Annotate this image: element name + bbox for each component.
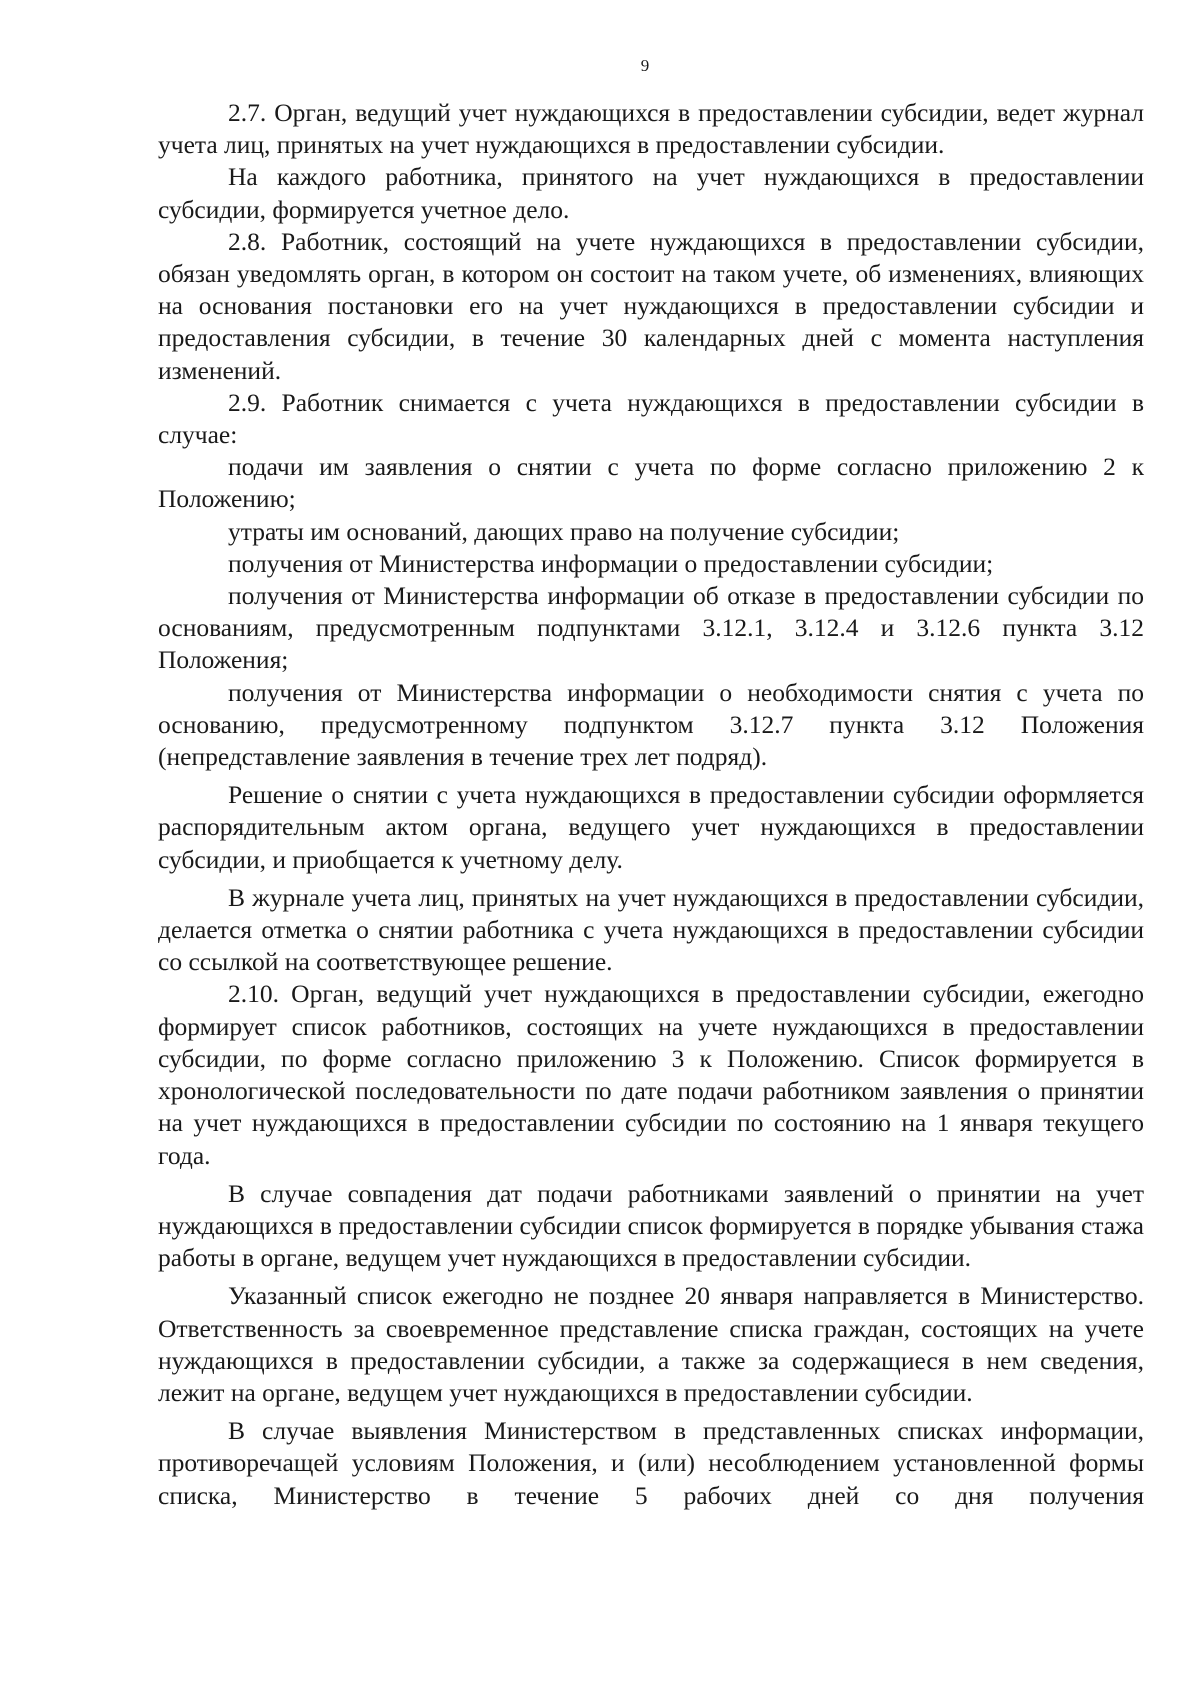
list-item-subsidy-refused: получения от Министерства информации об отказе в предоставлении субсидии по основаниям, предусмотренным подпунктами 3.12.1, 3.12.4 и 3.12.6 пункта 3.12 Положения; (158, 581, 1144, 675)
paragraph-same-dates: В случае совпадения дат подачи работниками заявлений о принятии на учет нуждающихся в предоставлении субсидии список формируется в порядке убывания стажа работы в органе, ведущем учет нуждающихся в предоставлении субсидии. (158, 1178, 1144, 1273)
list-item-application: подачи им заявления о снятии с учета по форме согласно приложению 2 к Положению; (158, 452, 1144, 514)
paragraph-removal-decision: Решение о снятии с учета нуждающихся в предоставлении субсидии оформляется распорядительным актом органа, ведущего учет нуждающихся в предоставлении субсидии, и приобщается к учетному делу. (158, 780, 1144, 874)
paragraph-list-submission: Указанный список ежегодно не позднее 20 января направляется в Министерство. Ответственность за своевременное представление списка граждан, состоящих на учете нуждающихся в предоставлении субсидии, а также за содержащиеся в нем сведения, лежит на органе, ведущем учет нуждающихся в предоставлении субсидии. (158, 1281, 1144, 1407)
paragraph-journal-mark: В журнале учета лиц, принятых на учет нуждающихся в предоставлении субсидии, делается отметка о снятии работника с учета нуждающихся в предоставлении субсидии со ссылкой на соответствующее решение. (158, 882, 1144, 977)
paragraph-2-9: 2.9. Работник снимается с учета нуждающихся в предоставлении субсидии в случае: (158, 387, 1144, 450)
list-item-loss-of-grounds: утраты им оснований, дающих право на получение субсидии; (228, 516, 900, 546)
page-number: 9 (640, 56, 650, 75)
list-item-subsidy-granted: получения от Министерства информации о предоставлении субсидии; (228, 548, 994, 578)
paragraph-account-file: На каждого работника, принятого на учет нуждающихся в предоставлении субсидии, формируется учетное дело. (158, 162, 1144, 224)
paragraph-2-10: 2.10. Орган, ведущий учет нуждающихся в предоставлении субсидии, ежегодно формирует список работников, состоящих на учете нуждающихся в предоставлении субсидии, по форме согласно приложению 3 к Положению. Список формируется в хронологической последовательности по дате подачи работником заявления о принятии на учет нуждающихся в предоставлении субсидии по состоянию на 1 января текущего года. (158, 979, 1144, 1170)
list-item-removal-required: получения от Министерства информации о необходимости снятия с учета по основанию, предусмотренному подпунктом 3.12.7 пункта 3.12 Положения (непредставление заявления в течение трех лет подряд). (158, 677, 1144, 772)
paragraph-ministry-review: В случае выявления Министерством в представленных списках информации, противоречащей условиям Положения, и (или) несоблюдением установленной формы списка, Министерство в течение 5 рабочих дней со дня получения (158, 1416, 1144, 1510)
paragraph-2-7: 2.7. Орган, ведущий учет нуждающихся в предоставлении субсидии, ведет журнал учета лиц, принятых на учет нуждающихся в предоставлении субсидии. (158, 98, 1144, 160)
paragraph-2-8: 2.8. Работник, состоящий на учете нуждающихся в предоставлении субсидии, обязан уведомлять орган, в котором он состоит на таком учете, об изменениях, влияющих на основания постановки его на учет нуждающихся в предоставлении субсидии и предоставления субсидии, в течение 30 календарных дней с момента наступления изменений. (158, 226, 1144, 385)
document-body (158, 97, 1144, 1512)
